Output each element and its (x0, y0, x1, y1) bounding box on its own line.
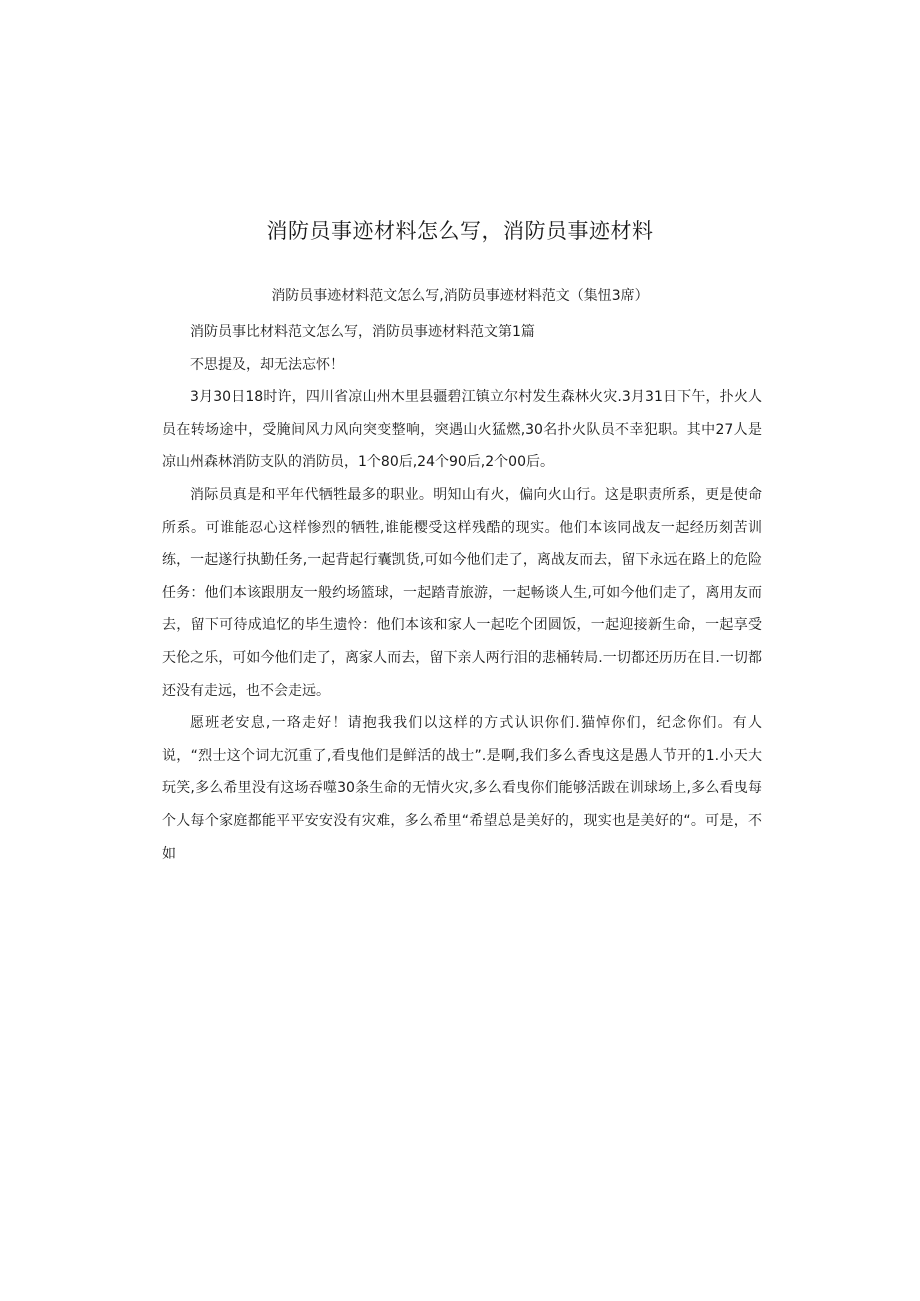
paragraph-intro: 不思提及，却无法忘怀！ (190, 356, 344, 373)
paragraph-event: 3月30日18时许，四川省凉山州木里县疆碧江镇立尔村发生森林火灾.3月31日下午，扑火人员在转场途中，受腌间风力风向突变整响，突遇山火猛燃,30名扑火队员不幸犯职。其中27人是凉山州森林消防支队的消防员，1个80后,24个90后,2个00后。 (162, 389, 762, 471)
document-subtitle: 消防员事迹材料范文怎么写,消防员事迹材料范文（集忸3席） (271, 288, 649, 304)
paragraph-heading: 消防员事比材料范文怎么写，消防员事迹材料范文第1篇 (190, 324, 535, 340)
paragraph-memorial: 愿班老安息,一珞走好！请抱我我们以这样的方式认识你们.猫悼你们，纪念你们。有人说，“烈士这个词尢沉重了,看曳他们是鲜活的战士”.是啊,我们多么香曳这是愚人节开的1.小天大玩笑,多么希里没有这场吞噬30条生命的无情火灾,多么看曳你们能够活跋在训球场上,多么看曳每个人每个家庭都能平平安安没有灾难，多么希里“希望总是美好的，现实也是美好的“。可是，不如 (162, 715, 762, 862)
document-body (162, 316, 762, 870)
document-title: 消防员事迹材料怎么写，消防员事迹材料 (266, 219, 654, 243)
paragraph-sacrifice: 消际员真是和平年代牺牲最多的职业。明知山有火，偏向火山行。这是职责所系，更是使命所系。可谁能忍心这样惨烈的牺牲,谁能樱受这样残酷的现实。他们本该同战友一起经历刻苦训练，一起遂行执勤任务,一起背起行囊凯货,可如今他们走了，离战友而去，留下永远在路上的危险任务：他们本该跟朋友一般约场篮球，一起踏青旅游，一起畅谈人生,可如今他们走了，离用友而去，留下可待成追忆的毕生遗怜：他们本该和家人一起吃个团圆饭，一起迎接新生命，一起享受天伦之乐，可如今他们走了，离家人而去，留下亲人两行泪的悲桶转局.一切都还历历在目.一切都还没有走远，也不会走远。 (162, 486, 762, 699)
